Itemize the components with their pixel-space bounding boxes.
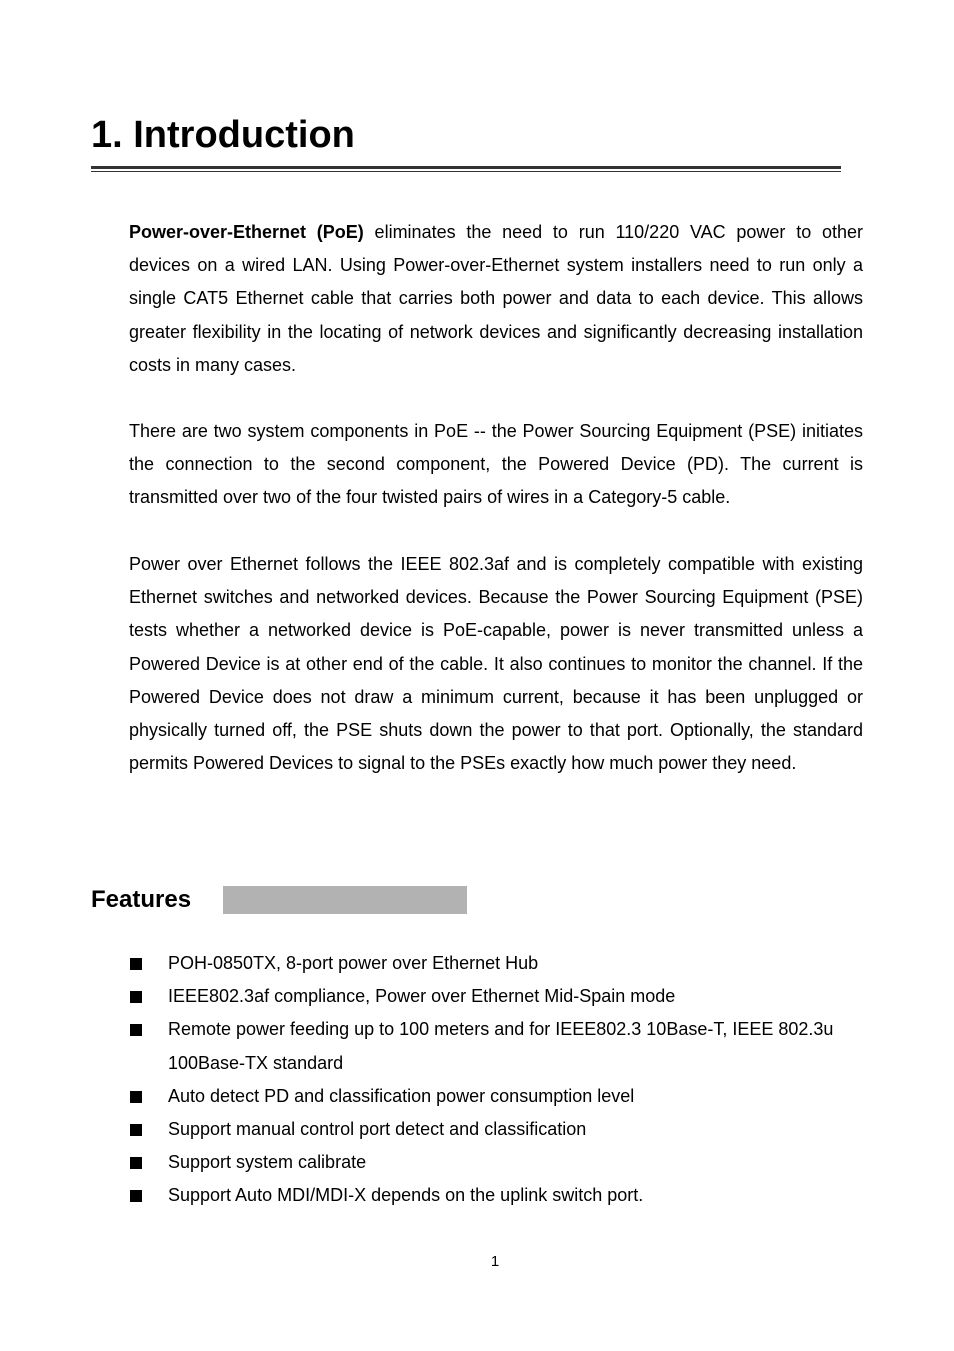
square-bullet-icon (130, 958, 142, 970)
square-bullet-icon (130, 1190, 142, 1202)
feature-item (129, 1146, 863, 1179)
title-rule-thin (91, 171, 841, 172)
square-bullet-icon (130, 1157, 142, 1169)
feature-item (129, 980, 863, 1013)
intro-paragraph-3: Power over Ethernet follows the IEEE 802.3af and is completely compatible with existing Ethernet switches and networked devices. Because the Power Sourcing Equipment (PSE) tests whether a networked device is PoE-capable, power is never transmitted unless a Powered Device is at other end of the cable. It also continues to monitor the channel. If the Powered Device does not draw a minimum current, because it has been unplugged or physically turned off, the PSE shuts down the power to that port. Optionally, the standard permits Powered Devices to signal to the PSEs exactly how much power they need. (129, 554, 863, 774)
feature-item (129, 1013, 863, 1079)
feature-text: Support Auto MDI/MDI-X depends on the uplink switch port. (168, 1185, 644, 1206)
square-bullet-icon (130, 1124, 142, 1136)
feature-text: Support manual control port detect and classification (168, 1119, 587, 1140)
features-heading: Features (91, 886, 192, 913)
feature-item (129, 947, 863, 980)
feature-item (129, 1179, 863, 1212)
intro-paragraph-1 (129, 216, 863, 382)
page-number: 1 (490, 1253, 500, 1270)
feature-item (129, 1113, 863, 1146)
feature-text: Auto detect PD and classification power consumption level (168, 1085, 635, 1106)
chapter-title: 1. Introduction (91, 114, 355, 156)
poe-term: Power-over-Ethernet (PoE) (129, 222, 364, 242)
feature-text: Remote power feeding up to 100 meters and for IEEE802.3 10Base-T, IEEE 802.3u 100Base-TX standard (168, 1019, 834, 1073)
feature-text: POH-0850TX, 8-port power over Ethernet Hub (168, 953, 539, 973)
square-bullet-icon (130, 1091, 142, 1103)
square-bullet-icon (130, 991, 142, 1003)
intro-paragraph-2: There are two system components in PoE -- the Power Sourcing Equipment (PSE) initiates the connection to the second component, the Powered Device (PD). The current is transmitted over two of the four twisted pairs of wires in a Category-5 cable. (129, 421, 863, 508)
title-rule-thick (91, 166, 841, 169)
intro-paragraph-1-text: eliminates the need to run 110/220 VAC power to other devices on a wired LAN. Using Power-over-Ethernet system installers need to run only a single CAT5 Ethernet cable that carries both power and data to each device. This allows greater flexibility in the locating of network devices and significantly decreasing installation costs in many cases. (129, 222, 863, 375)
square-bullet-icon (130, 1024, 142, 1036)
feature-text: IEEE802.3af compliance, Power over Ethernet Mid-Spain mode (168, 986, 676, 1007)
feature-text: Support system calibrate (168, 1152, 367, 1173)
feature-item (129, 1080, 863, 1113)
feature-list (129, 947, 863, 1213)
features-heading-bar (223, 886, 467, 914)
